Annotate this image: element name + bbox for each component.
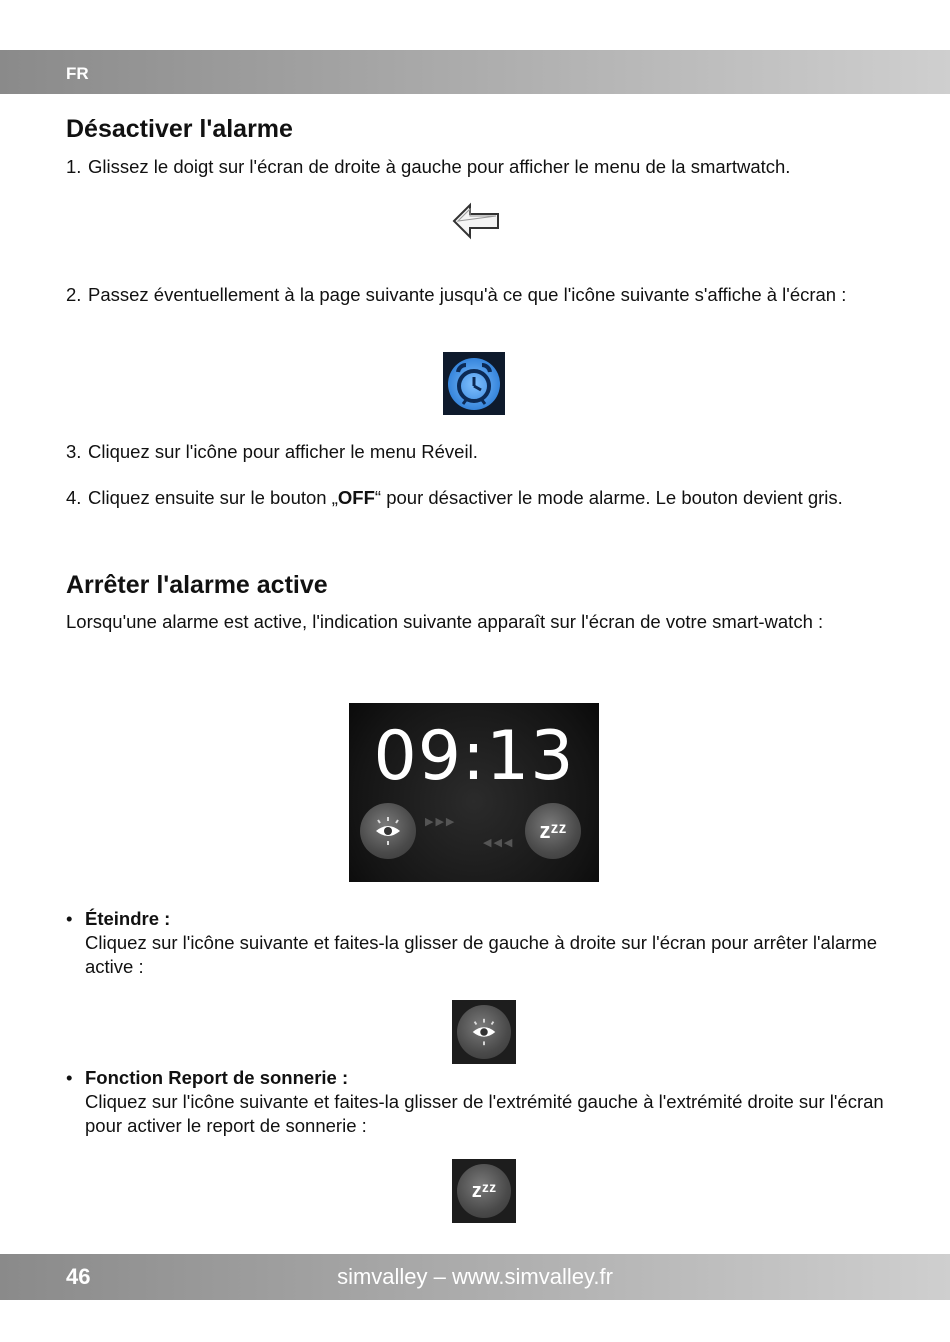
bullet-turn-off bbox=[66, 907, 896, 979]
off-label: OFF bbox=[337, 487, 375, 508]
footer-site: simvalley – www.simvalley.fr bbox=[337, 1264, 613, 1289]
watch-screen-image bbox=[349, 703, 599, 882]
step-4 bbox=[66, 486, 886, 510]
swipe-left-arrow-icon bbox=[450, 200, 502, 242]
chevron-left-icon: ◀◀◀ bbox=[483, 837, 515, 849]
bullet-dot: • bbox=[66, 1067, 73, 1088]
step-number: 2. bbox=[66, 284, 82, 305]
chevron-right-icon: ▶▶▶ bbox=[425, 816, 457, 828]
step-number: 3. bbox=[66, 441, 82, 462]
bullet-snooze bbox=[66, 1066, 896, 1138]
step-text bbox=[66, 486, 886, 510]
header-bar bbox=[0, 50, 950, 94]
bullet-heading: Fonction Report de sonnerie : bbox=[85, 1067, 349, 1088]
step-text-pre: Cliquez ensuite sur le bouton „ bbox=[88, 487, 338, 508]
section-title-stop-alarm: Arrêter l'alarme active bbox=[66, 571, 328, 599]
alarm-clock-icon bbox=[443, 352, 505, 415]
step-3 bbox=[66, 440, 886, 464]
step-2 bbox=[66, 283, 886, 307]
step-text: Cliquez sur l'icône pour afficher le menu Réveil. bbox=[88, 441, 478, 462]
language-label: FR bbox=[66, 64, 89, 83]
step-number: 1. bbox=[66, 156, 82, 177]
step-1 bbox=[66, 155, 886, 179]
eye-icon bbox=[360, 803, 416, 859]
watch-time: 09:13 bbox=[373, 717, 575, 796]
section-title-deactivate: Désactiver l'alarme bbox=[66, 115, 293, 143]
eye-icon bbox=[452, 1000, 516, 1064]
page-number: 46 bbox=[66, 1264, 91, 1289]
bullet-heading: Éteindre : bbox=[85, 908, 171, 929]
bullet-text: Cliquez sur l'icône suivante et faites-la glisser de l'extrémité gauche à l'extrémité droite sur l'écran pour activer le report de sonnerie : bbox=[85, 1091, 884, 1136]
snooze-icon: zᶻᶻ bbox=[525, 803, 581, 859]
bullet-dot: • bbox=[66, 908, 73, 929]
step-text-post: “ pour désactiver le mode alarme. Le bouton devient gris. bbox=[374, 487, 843, 508]
bullet-text: Cliquez sur l'icône suivante et faites-la glisser de gauche à droite sur l'écran pour arrêter l'alarme active : bbox=[85, 932, 878, 977]
step-text: Passez éventuellement à la page suivante jusqu'à ce que l'icône suivante s'affiche à l'écran : bbox=[88, 284, 847, 305]
intro-paragraph: Lorsqu'une alarme est active, l'indication suivante apparaît sur l'écran de votre smart-watch : bbox=[66, 611, 824, 632]
footer-bar bbox=[0, 1254, 950, 1300]
snooze-glyph: zᶻᶻ bbox=[457, 1164, 511, 1218]
step-number: 4. bbox=[66, 487, 82, 508]
snooze-icon bbox=[452, 1159, 516, 1223]
step-text: Glissez le doigt sur l'écran de droite à gauche pour afficher le menu de la smartwatch. bbox=[88, 156, 791, 177]
